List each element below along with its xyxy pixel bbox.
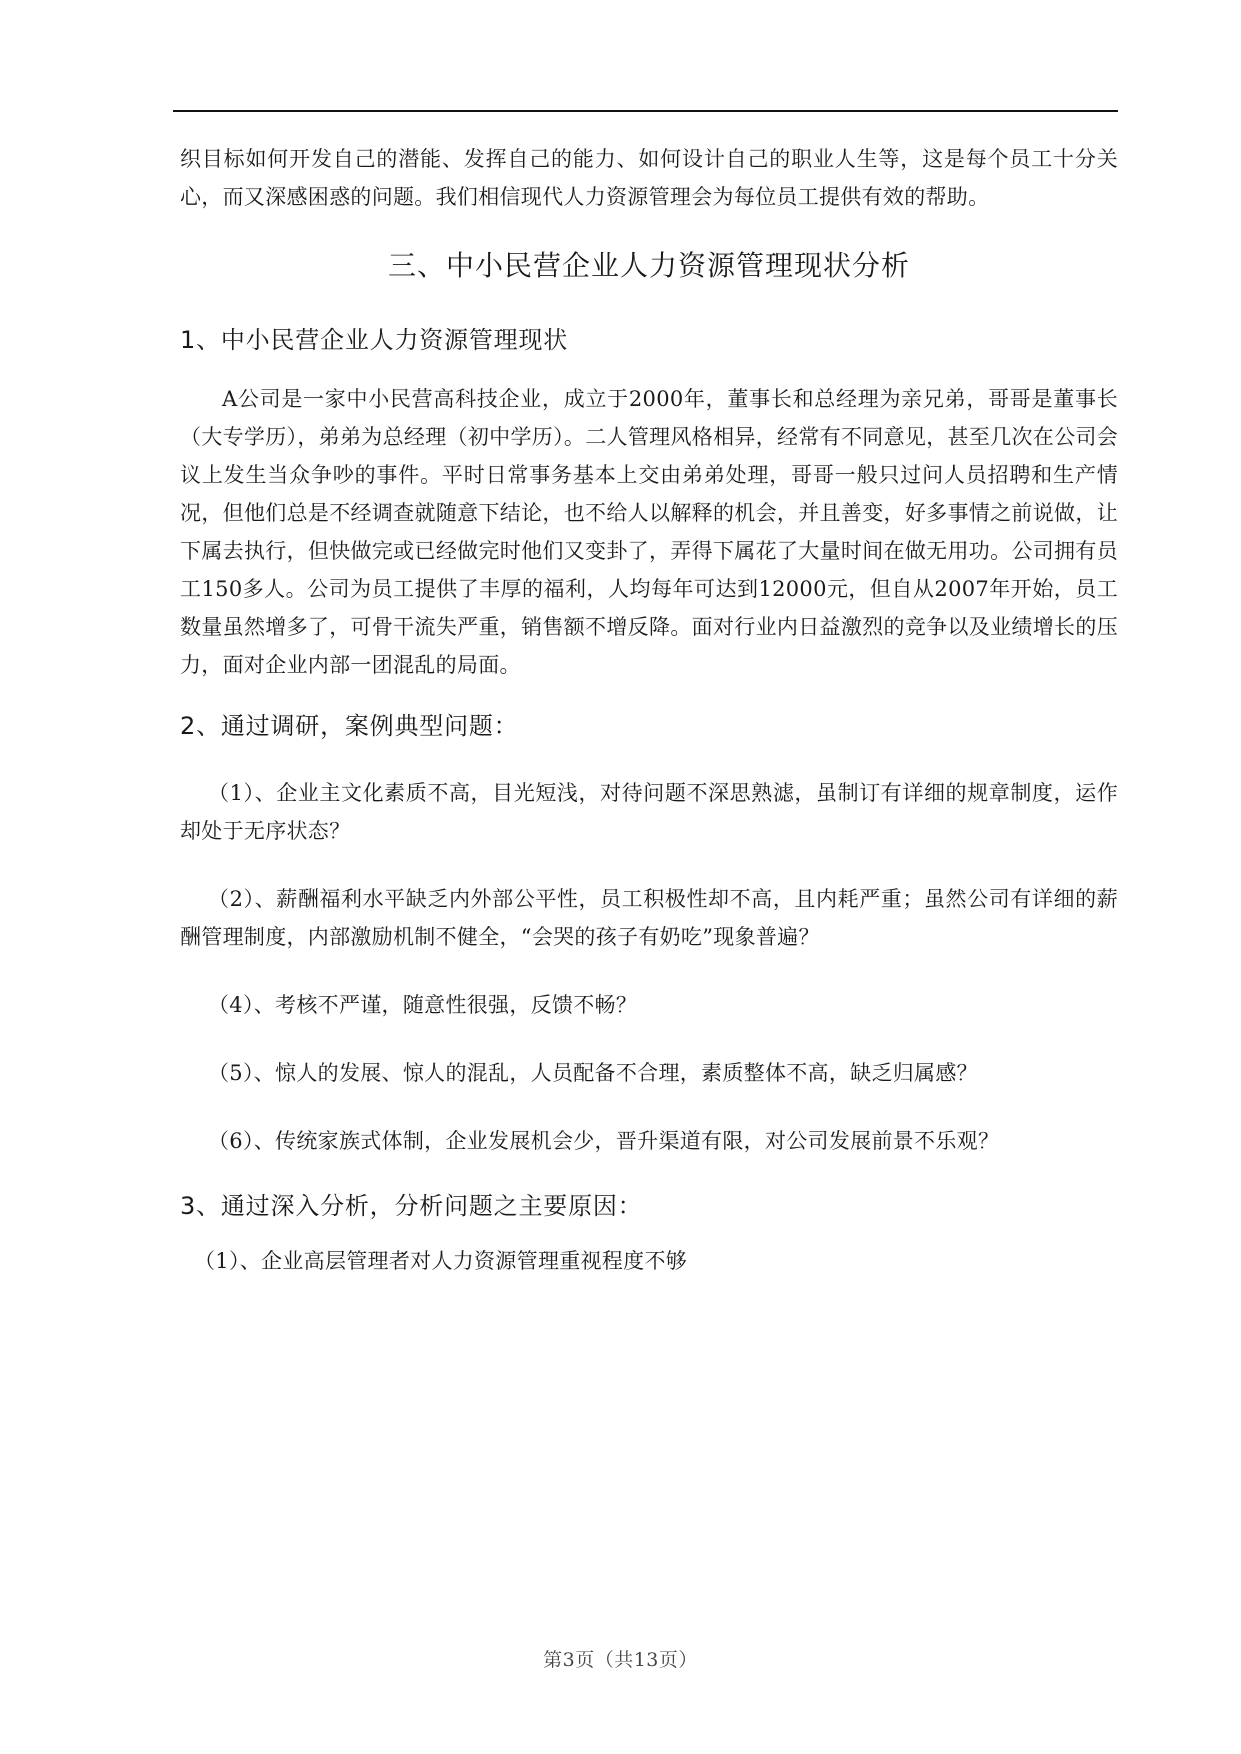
header-rule (173, 110, 1118, 112)
section-title: 三、中小民营企业人力资源管理现状分析 (387, 249, 910, 282)
problem-item-1: （1）、企业主文化素质不高，目光短浅，对待问题不深思熟滤，虽制订有详细的规章制度，运作却处于无序状态？ (180, 781, 1118, 843)
page-footer: 第3页（共13页） (543, 1649, 698, 1671)
subsection-1-title: 1、中小民营企业人力资源管理现状 (180, 326, 569, 354)
subsection-1-paragraph: A公司是一家中小民营高科技企业，成立于2000年，董事长和总经理为亲兄弟，哥哥是董事长（大专学历），弟弟为总经理（初中学历）。二人管理风格相异，经常有不同意见，甚至几次在公司会议上发生当众争吵的事件。平时日常事务基本上交由弟弟处理，哥哥一般只过问人员招聘和生产情况，但他们总是不经调查就随意下结论，也不给人以解释的机会，并且善变，好多事情之前说做，让下属去执行，但快做完或已经做完时他们又变卦了，弄得下属花了大量时间在做无用功。公司拥有员工150多人。公司为员工提供了丰厚的福利，人均每年可达到12000元，但自从2007年开始，员工数量虽然增多了，可骨干流失严重，销售额不增反降。面对行业内日益激烈的竞争以及业绩增长的压力，面对企业内部一团混乱的局面。 (180, 387, 1118, 677)
subsection-3-title: 3、通过深入分析，分析问题之主要原因： (180, 1192, 643, 1220)
problem-item-4: （4）、考核不严谨，随意性很强，反馈不畅？ (208, 993, 638, 1017)
problem-item-5: （5）、惊人的发展、惊人的混乱，人员配备不合理，素质整体不高，缺乏归属感？ (208, 1061, 978, 1085)
cause-item-1: （1）、企业高层管理者对人力资源管理重视程度不够 (194, 1249, 688, 1273)
page-body (180, 140, 1118, 1280)
intro-paragraph: 织目标如何开发自己的潜能、发挥自己的能力、如何设计自己的职业人生等，这是每个员工十分关心，而又深感困惑的问题。我们相信现代人力资源管理会为每位员工提供有效的帮助。 (180, 147, 1118, 209)
problem-item-2: （2）、薪酬福利水平缺乏内外部公平性，员工积极性却不高，且内耗严重；虽然公司有详细的薪酬管理制度，内部激励机制不健全，“会哭的孩子有奶吃”现象普遍？ (180, 887, 1118, 949)
problem-item-6: （6）、传统家族式体制，企业发展机会少，晋升渠道有限，对公司发展前景不乐观？ (208, 1129, 1000, 1153)
subsection-2-title: 2、通过调研，案例典型问题： (180, 712, 519, 740)
